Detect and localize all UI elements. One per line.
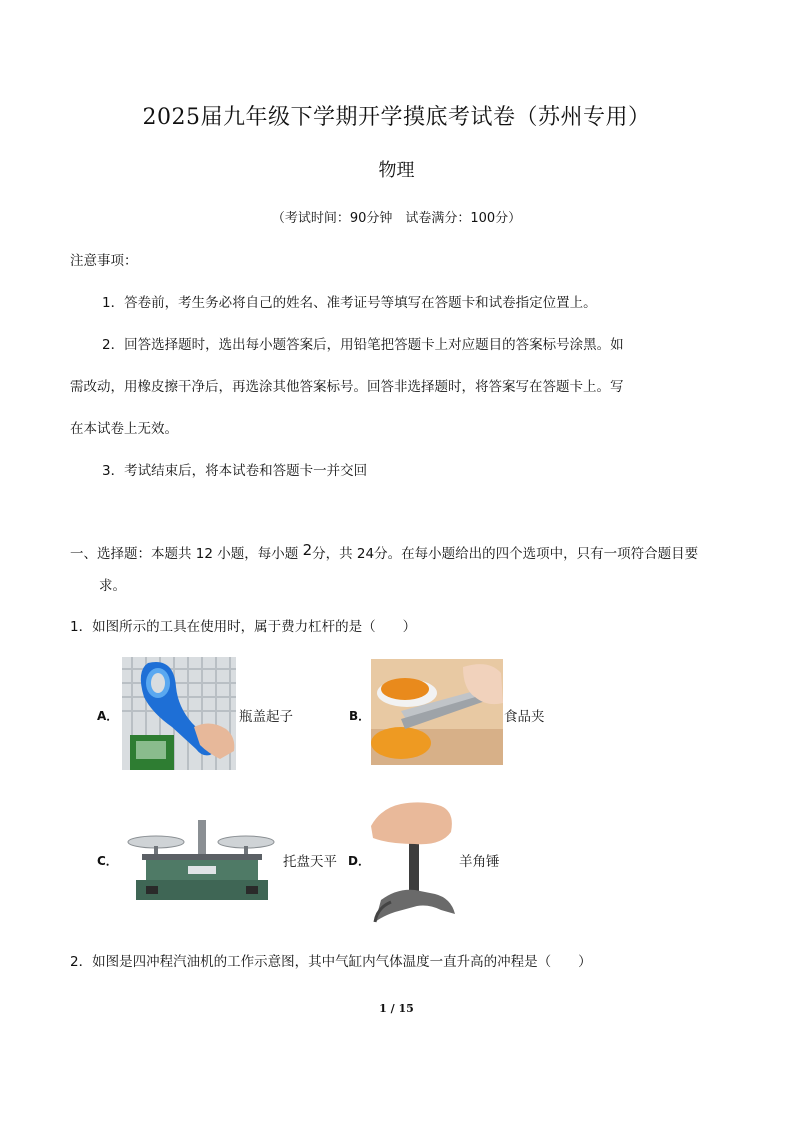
balance-scale-icon	[126, 814, 278, 904]
section1-intro-part2: 分，共 24分。在每小题给出的四个选项中，只有一项符合题目要	[312, 546, 699, 562]
question-2-stem: 2．如图是四冲程汽油机的工作示意图，其中气缸内气体温度一直升高的冲程是（ ）	[70, 954, 592, 970]
notice-heading: 注意事项：	[70, 253, 138, 269]
option-b-letter: B．	[349, 709, 371, 723]
option-c-label: 托盘天平	[283, 854, 337, 870]
balance-scale-image	[126, 814, 278, 904]
food-tongs-image	[371, 659, 503, 765]
notice-item-2-line-2: 需改动，用橡皮擦干净后，再选涂其他答案标号。回答非选择题时，将答案写在答题卡上。写	[70, 379, 624, 395]
option-c-letter: C．	[97, 854, 118, 868]
page-number: 1 / 15	[379, 1002, 414, 1015]
claw-hammer-icon	[371, 796, 457, 924]
exam-title: 2025届九年级下学期开学摸底考试卷（苏州专用）	[142, 105, 651, 130]
notice-item-2-line-3: 在本试卷上无效。	[70, 421, 178, 437]
section1-points-each: 2	[302, 541, 313, 559]
notice-item-3: 3．考试结束后，将本试卷和答题卡一并交回	[102, 463, 368, 479]
question-1-stem: 1．如图所示的工具在使用时，属于费力杠杆的是（ ）	[70, 619, 417, 635]
section1-intro	[70, 541, 698, 562]
exam-info: （考试时间：90分钟 试卷满分：100分）	[271, 211, 522, 226]
claw-hammer-image	[371, 796, 457, 924]
option-d-label: 羊角锤	[459, 854, 500, 870]
option-a-label: 瓶盖起子	[239, 709, 293, 725]
option-b-label: 食品夹	[504, 709, 545, 725]
section1-intro-part1: 一、选择题：本题共 12 小题，每小题	[70, 546, 303, 562]
notice-item-2-line-1: 2．回答选择题时，选出每小题答案后，用铅笔把答题卡上对应题目的答案标号涂黑。如	[102, 337, 624, 353]
notice-item-1: 1．答卷前，考生务必将自己的姓名、准考证号等填写在答题卡和试卷指定位置上。	[102, 295, 597, 311]
food-tongs-icon	[371, 659, 503, 765]
option-d-letter: D．	[348, 854, 370, 868]
option-a-letter: A．	[97, 709, 119, 723]
section1-intro-line-2: 求。	[99, 578, 126, 594]
bottle-opener-icon	[122, 657, 236, 770]
bottle-opener-image	[122, 657, 236, 770]
subject-title: 物理	[378, 160, 415, 181]
